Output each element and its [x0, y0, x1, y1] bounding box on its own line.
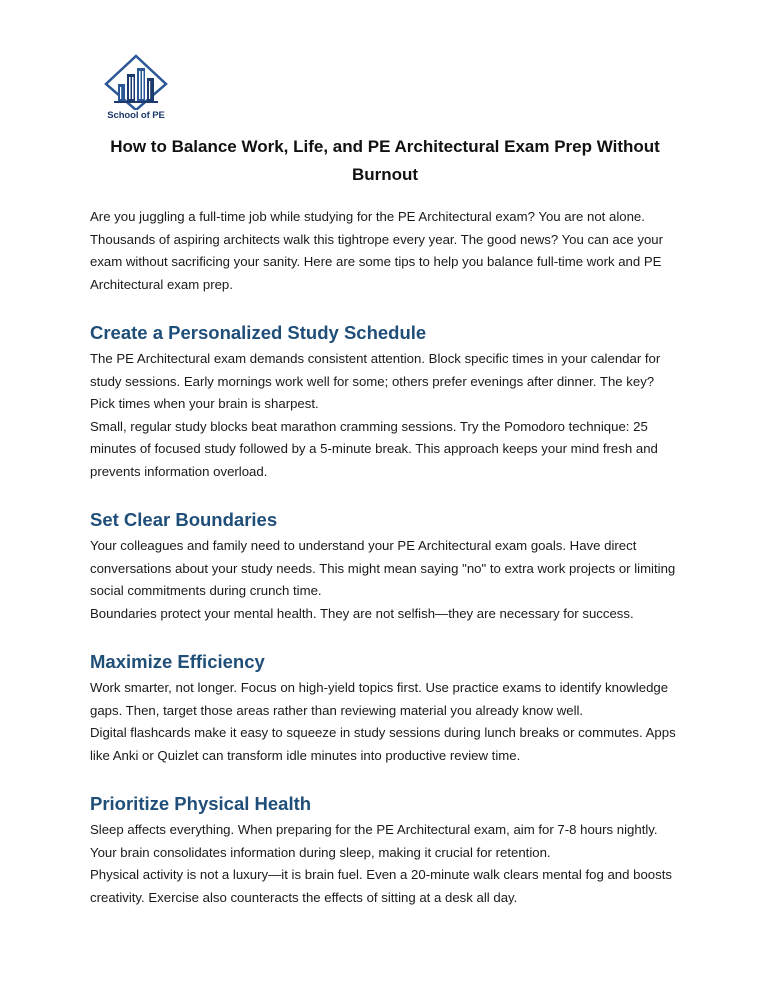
section-heading: Set Clear Boundaries — [90, 509, 278, 530]
section-paragraph: Work smarter, not longer. Focus on high-yield topics first. Use practice exams to identify knowledge gaps. Then, target those areas rather than reviewing material you already know well. — [90, 680, 669, 718]
intro-paragraph: Are you juggling a full-time job while studying for the PE Architectural exam? You are not alone. Thousands of aspiring architects walk this tightrope every year. The good news? You can ace your exam without sacrificing your sanity. Here are some tips to help you balance full-time work and PE Architectural exam prep. — [90, 209, 664, 292]
section-paragraph: The PE Architectural exam demands consistent attention. Block specific times in your calendar for study sessions. Early mornings work well for some; others prefer evenings after dinner. The key? Pick times when your brain is sharpest. — [90, 351, 661, 411]
section-paragraph: Your colleagues and family need to understand your PE Architectural exam goals. Have direct conversations about your study needs. This might mean saying "no" to extra work projects or limiting social commitments during crunch time. — [90, 538, 676, 598]
logo — [100, 54, 172, 124]
section-heading: Maximize Efficiency — [90, 651, 265, 672]
document-title: How to Balance Work, Life, and PE Architectural Exam Prep Without Burnout — [110, 137, 660, 184]
section-paragraph: Digital flashcards make it easy to squeeze in study sessions during lunch breaks or commutes. Apps like Anki or Quizlet can transform idle minutes into productive review time. — [90, 725, 676, 763]
section-paragraph: Sleep affects everything. When preparing for the PE Architectural exam, aim for 7-8 hours nightly. Your brain consolidates information during sleep, making it crucial for retention. — [90, 822, 658, 860]
section-paragraph: Boundaries protect your mental health. They are not selfish—they are necessary for success. — [90, 605, 634, 621]
section-heading: Prioritize Physical Health — [90, 793, 312, 814]
city-building-logo-icon — [100, 54, 172, 110]
section-paragraph: Small, regular study blocks beat marathon cramming sessions. Try the Pomodoro technique: 25 minutes of focused study followed by a 5-minute break. This approach keeps your mind fresh and prevents information overload. — [90, 418, 658, 479]
logo-text: School of PE — [107, 110, 165, 121]
document-body — [90, 206, 680, 909]
section-heading: Create a Personalized Study Schedule — [90, 322, 427, 343]
section-paragraph: Physical activity is not a luxury—it is brain fuel. Even a 20-minute walk clears mental fog and boosts creativity. Exercise also counteracts the effects of sitting at a desk all day. — [90, 867, 672, 905]
